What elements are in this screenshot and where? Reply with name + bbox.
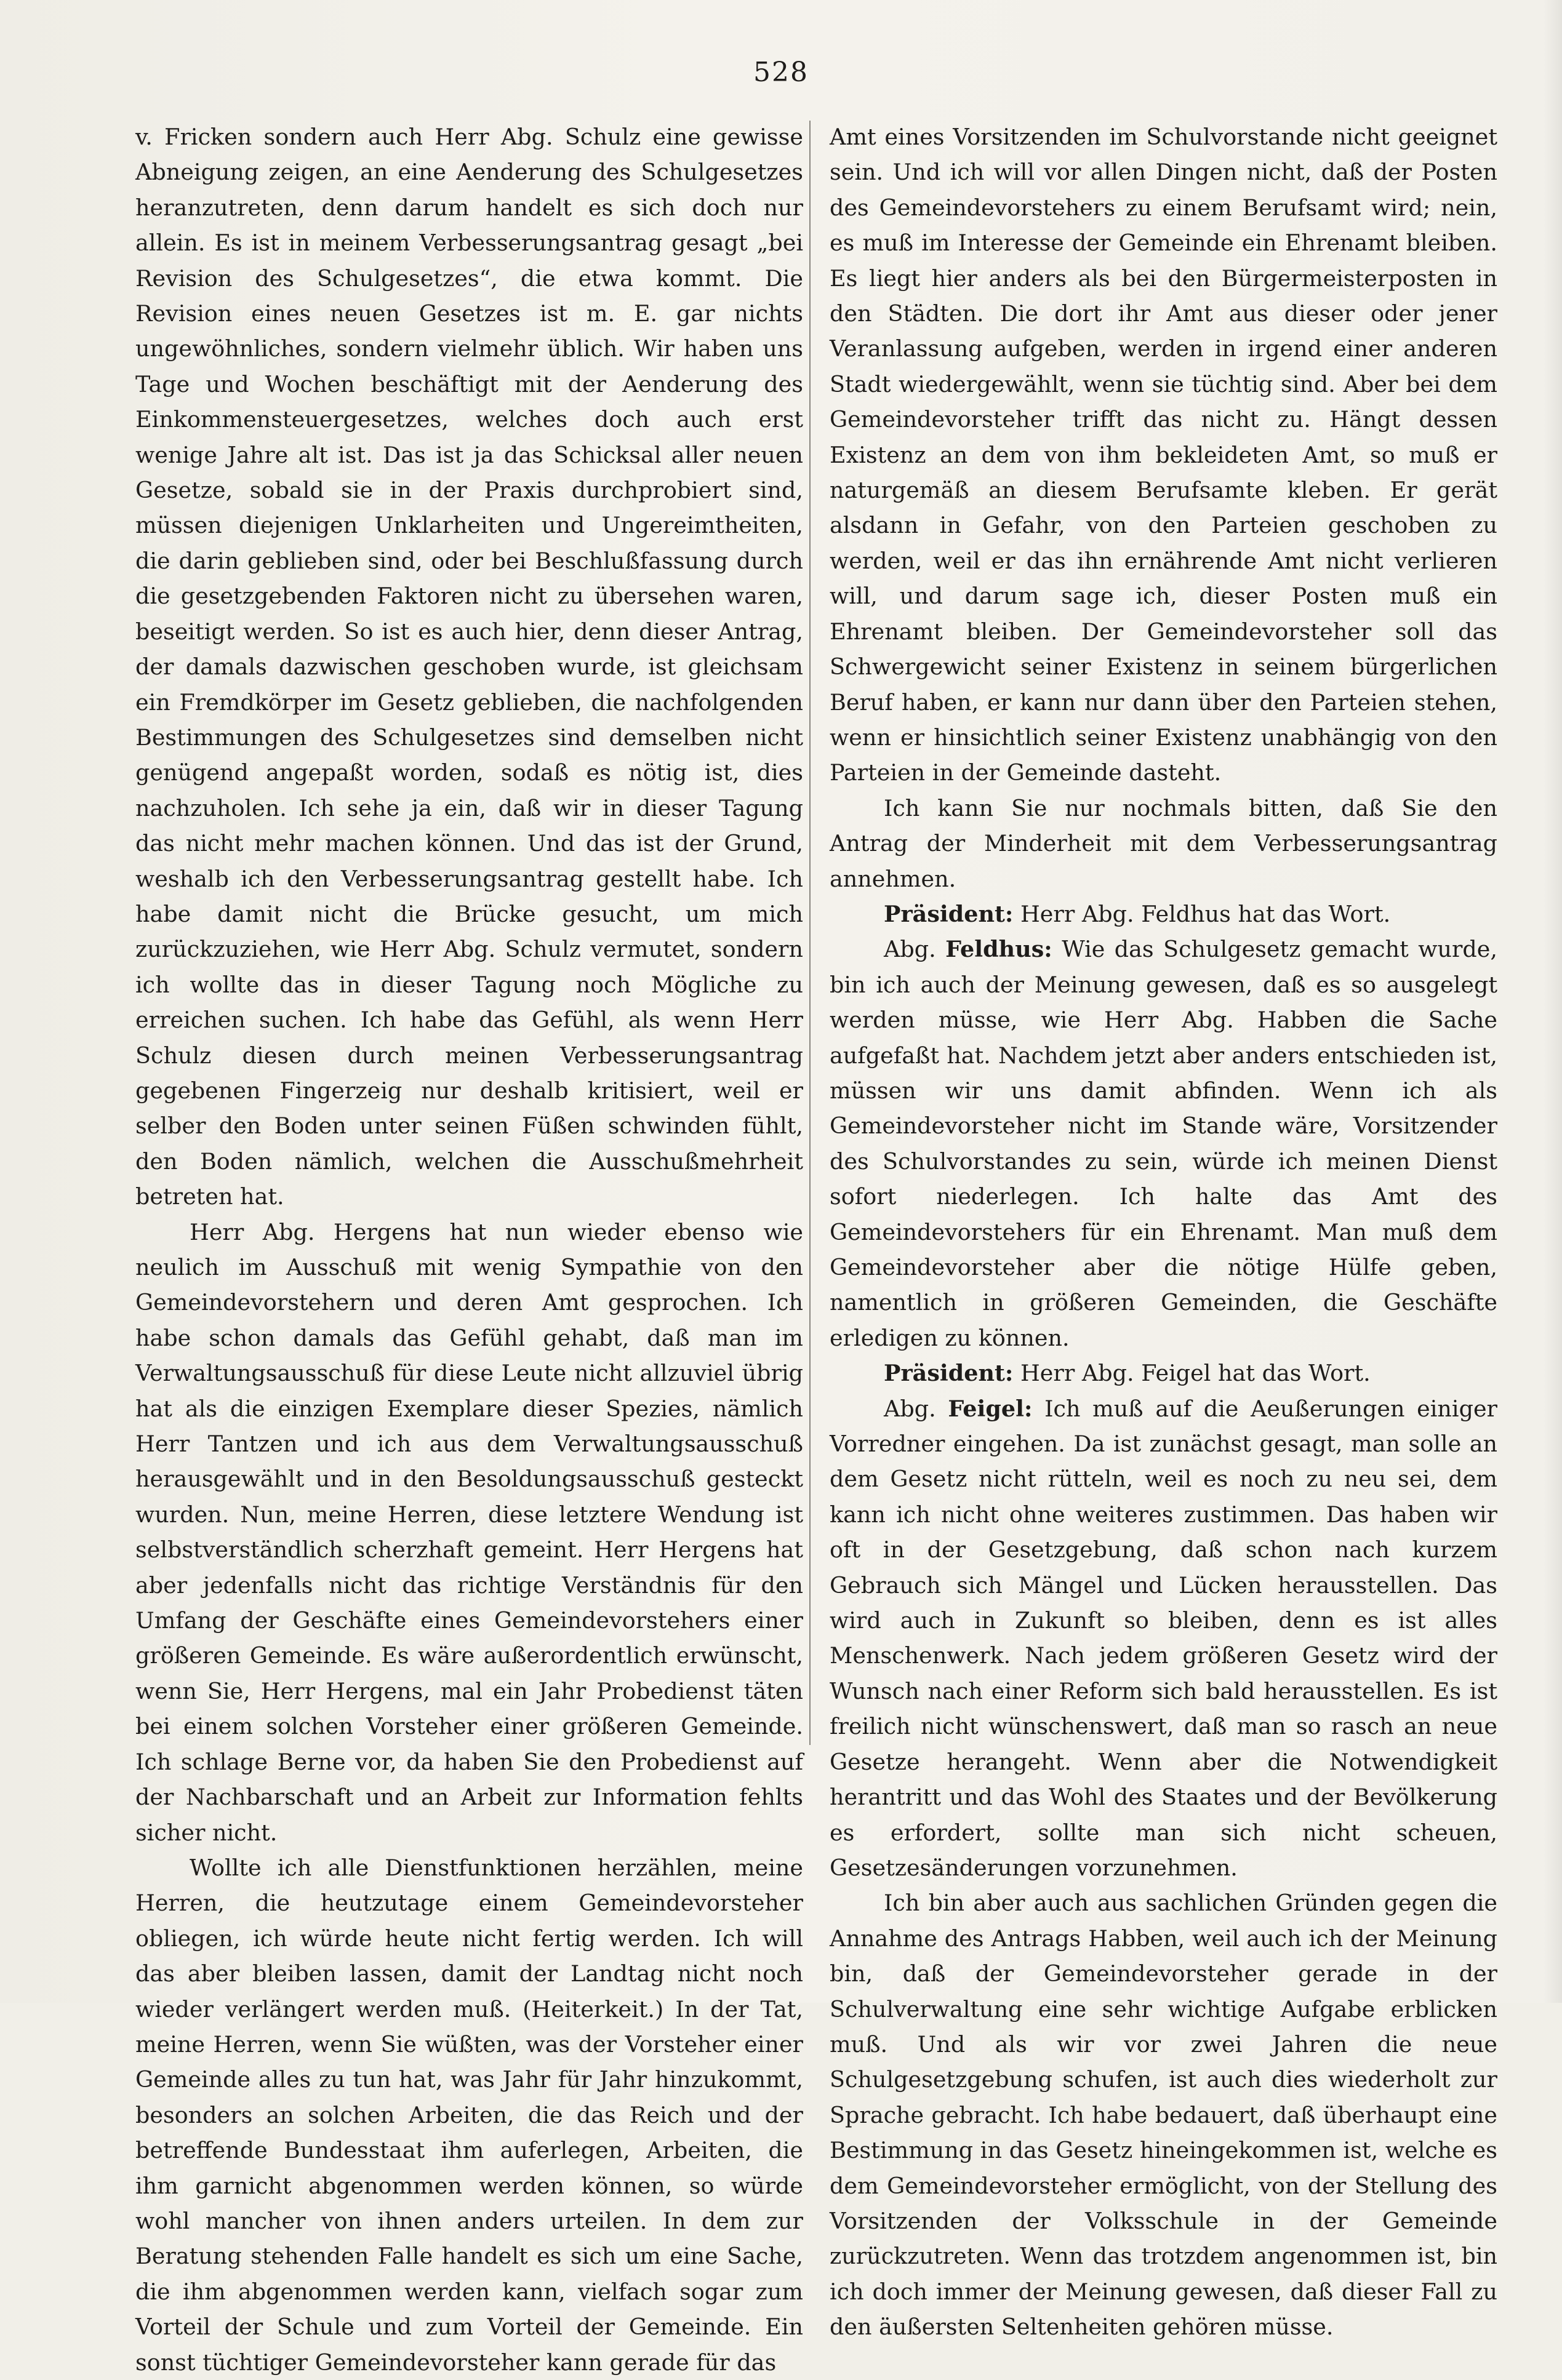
speaker-paragraph [830, 1356, 1497, 1391]
column-divider [809, 121, 811, 1745]
right-column [830, 119, 1497, 2345]
speaker-paragraph [830, 932, 1497, 1356]
speaker-label: Feldhus: [945, 936, 1052, 963]
speech-text: Herr Abg. Feldhus hat das Wort. [1020, 900, 1391, 927]
left-column [135, 119, 803, 2380]
speech-text: Wie das Schulgesetz gemacht wurde, bin ich auch der Meinung gewesen, daß es so ausgelegt werden müsse, wie Herr Abg. Habben die Sache aufgefaßt hat. Nachdem jetzt aber anders entschieden ist, müssen wir uns damit abfinden. Wenn ich als Gemeindevorsteher nicht im Stande wäre, Vorsitzender des Schulvorstandes zu sein, würde ich meinen Dienst sofort niederlegen. Ich halte das Amt des Gemeindevorstehers für ein Ehrenamt. Man muß dem Gemeindevorsteher aber die nötige Hülfe geben, namentlich in größeren Gemeinden, die Geschäfte erledigen zu können. [830, 936, 1497, 1351]
speaker-paragraph [830, 1391, 1497, 1886]
speaker-label: Präsident: [884, 900, 1014, 927]
page-edge-shadow [1544, 0, 1562, 2003]
paragraph: Wollte ich alle Dienstfunktionen herzählen, meine Herren, die heutzutage einem Gemeindevorsteher obliegen, ich würde heute nicht fertig werden. Ich will das aber bleiben lassen, damit der Landtag nicht noch wieder verlängert werden muß. (Heiterkeit.) In der Tat, meine Herren, wenn Sie wüßten, was der Vorsteher einer Gemeinde alles zu tun hat, was Jahr für Jahr hinzukommt, besonders an solchen Arbeiten, die das Reich und der betreffende Bundesstaat ihm auferlegen, Arbeiten, die ihm garnicht abgenommen werden können, so würde wohl mancher von ihnen anders urteilen. In dem zur Beratung stehenden Falle handelt es sich um eine Sache, die ihm abgenommen werden kann, vielfach sogar zum Vorteil der Schule und zum Vorteil der Gemeinde. Ein sonst tüchtiger Gemeindevorsteher kann gerade für das [135, 1854, 803, 2376]
paragraph: Ich bin aber auch aus sachlichen Gründen gegen die Annahme des Antrags Habben, weil auch ich der Meinung bin, daß der Gemeindevorsteher gerade in der Schulverwaltung eine sehr wichtige Aufgabe erblicken muß. Und als wir vor zwei Jahren die neue Schulgesetzgebung schufen, ist auch dies wiederholt zur Sprache gebracht. Ich habe bedauert, daß überhaupt eine Bestimmung in das Gesetz hineingekommen ist, welche es dem Gemeindevorsteher ermöglicht, von der Stellung des Vorsitzenden der Volksschule in der Gemeinde zurückzutreten. Wenn das trotzdem angenommen ist, bin ich doch immer der Meinung gewesen, daß dieser Fall zu den äußersten Seltenheiten gehören müsse. [830, 1890, 1497, 2341]
speaker-label: Feigel: [948, 1395, 1033, 1422]
speaker-paragraph [830, 896, 1497, 932]
page-number: 528 [753, 57, 809, 88]
speaker-prefix: Abg. [884, 936, 936, 963]
speech-text: Ich muß auf die Aeußerungen einiger Vorredner eingehen. Da ist zunächst gesagt, man solle an dem Gesetz nicht rütteln, weil es noch zu neu sei, dem kann ich nicht ohne weiteres zustimmen. Das haben wir oft in der Gesetzgebung, daß schon nach kurzem Gebrauch sich Mängel und Lücken herausstellen. Das wird auch in Zukunft so bleiben, denn es ist alles Menschenwerk. Nach jedem größeren Gesetz wird der Wunsch nach einer Reform sich bald herausstellen. Es ist freilich nicht wünschenswert, daß man so rasch an neue Gesetze herangeht. Wenn aber die Notwendigkeit herantritt und das Wohl des Staates und der Bevölkerung es erfordert, sollte man sich nicht scheuen, Gesetzesänderungen vorzunehmen. [830, 1395, 1497, 1881]
paragraph: Herr Abg. Hergens hat nun wieder ebenso wie neulich im Ausschuß mit wenig Sympathie von den Gemeindevorstehern und deren Amt gesprochen. Ich habe schon damals das Gefühl gehabt, daß man im Verwaltungsausschuß für diese Leute nicht allzuviel übrig hat als die einzigen Exemplare dieser Spezies, nämlich Herr Tantzen und ich aus dem Verwaltungsausschuß herausgewählt und in den Besoldungsausschuß gesteckt wurden. Nun, meine Herren, diese letztere Wendung ist selbstverständlich scherzhaft gemeint. Herr Hergens hat aber jedenfalls nicht das richtige Verständnis für den Umfang der Geschäfte eines Gemeindevorstehers einer größeren Gemeinde. Es wäre außerordentlich erwünscht, wenn Sie, Herr Hergens, mal ein Jahr Probedienst täten bei einem solchen Vorsteher einer größeren Gemeinde. Ich schlage Berne vor, da haben Sie den Probedienst auf der Nachbarschaft und an Arbeit zur Information fehlts sicher nicht. [135, 1218, 803, 1846]
paragraph: Ich kann Sie nur nochmals bitten, daß Sie den Antrag der Minderheit mit dem Verbesserungsantrag annehmen. [830, 794, 1497, 892]
paragraph: Amt eines Vorsitzenden im Schulvorstande nicht geeignet sein. Und ich will vor allen Dingen nicht, daß der Posten des Gemeindevorstehers zu einem Berufsamt wird; nein, es muß im Interesse der Gemeinde ein Ehrenamt bleiben. Es liegt hier anders als bei den Bürgermeisterposten in den Städten. Die dort ihr Amt aus dieser oder jener Veranlassung aufgeben, werden in irgend einer anderen Stadt wiedergewählt, wenn sie tüchtig sind. Aber bei dem Gemeindevorsteher trifft das nicht zu. Hängt dessen Existenz an dem von ihm bekleideten Amt, so muß er naturgemäß an diesem Berufsamte kleben. Er gerät alsdann in Gefahr, von den Parteien geschoben zu werden, weil er das ihn ernährende Amt nicht verlieren will, und darum sage ich, dieser Posten muß ein Ehrenamt bleiben. Der Gemeindevorsteher soll das Schwergewicht seiner Existenz in seinem bürgerlichen Beruf haben, er kann nur dann über den Parteien stehen, wenn er hinsichtlich seiner Existenz unabhängig von den Parteien in der Gemeinde dasteht. [830, 124, 1497, 786]
speaker-prefix: Abg. [884, 1395, 936, 1422]
paragraph: v. Fricken sondern auch Herr Abg. Schulz eine gewisse Abneigung zeigen, an eine Aenderung des Schulgesetzes heranzutreten, denn darum handelt es sich doch nur allein. Es ist in meinem Verbesserungsantrag gesagt „bei Revision des Schulgesetzes“, die etwa kommt. Die Revision eines neuen Gesetzes ist m. E. gar nichts ungewöhnliches, sondern vielmehr üblich. Wir haben uns Tage und Wochen beschäftigt mit der Aenderung des Einkommensteuergesetzes, welches doch auch erst wenige Jahre alt ist. Das ist ja das Schicksal aller neuen Gesetze, sobald sie in der Praxis durchprobiert sind, müssen diejenigen Unklarheiten und Ungereimtheiten, die darin geblieben sind, oder bei Beschlußfassung durch die gesetzgebenden Faktoren nicht zu übersehen waren, beseitigt werden. So ist es auch hier, denn dieser Antrag, der damals dazwischen geschoben wurde, ist gleichsam ein Fremdkörper im Gesetz geblieben, die nachfolgenden Bestimmungen des Schulgesetzes sind demselben nicht genügend angepaßt worden, sodaß es nötig ist, dies nachzuholen. Ich sehe ja ein, daß wir in dieser Tagung das nicht mehr machen können. Und das ist der Grund, weshalb ich den Verbesserungsantrag gestellt habe. Ich habe damit nicht die Brücke gesucht, um mich zurückzuziehen, wie Herr Abg. Schulz vermutet, sondern ich wollte das in dieser Tagung noch Mögliche zu erreichen suchen. Ich habe das Gefühl, als wenn Herr Schulz diesen durch meinen Verbesserungsantrag gegebenen Fingerzeig nur deshalb kritisiert, weil er selber den Boden unter seinen Füßen schwinden fühlt, den Boden nämlich, welchen die Ausschußmehrheit betreten hat. [135, 124, 803, 1210]
speaker-label: Präsident: [884, 1360, 1014, 1387]
speech-text: Herr Abg. Feigel hat das Wort. [1020, 1360, 1371, 1387]
